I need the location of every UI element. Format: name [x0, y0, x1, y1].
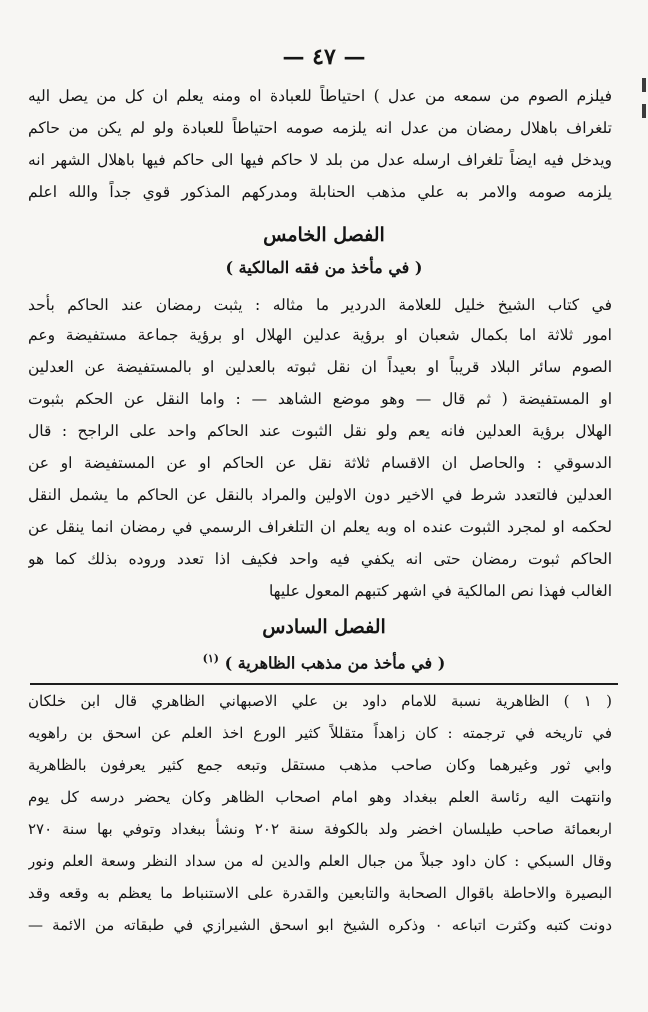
section-subtitle-text: ( في مأخذ من مذهب الظاهرية )	[224, 653, 446, 673]
footnote-line: في تاريخه في ترجمته : كان زاهداً متقللاً كثير الورع اخذ العلم عن اسحق بن راهويه	[28, 724, 612, 742]
text-line: لحكمه او لمجرد الثبوت عنده اه وبه يعلم ان التلغراف الرسمي في رمضان انما ينقل عن	[28, 518, 612, 536]
footnote-line: البصيرة والاحاطة باقوال الصحابة والتابعين والقدرة على الاستنباط ما يعظم به وقعه وقد	[28, 884, 612, 902]
section-title: الفصل الخامس	[263, 224, 385, 246]
margin-mark	[642, 78, 646, 92]
footnote-line: وقال السبكي : كان داود جبلاً من جبال العلم والدين له من سداد النظر وسعة العلم ونور	[28, 852, 612, 870]
text-line: تلغراف باهلال رمضان من عدل انه يلزمه صومه احتياطاً للعبادة ولو لم يكن من حاكم	[28, 119, 612, 137]
section-title: الفصل السادس	[262, 616, 386, 638]
text-line: ويدخل فيه ايضاً تلغراف ارسله عدل من بلد لا حاكم فيها الى حاكم فيها باهلال الشهر انه	[28, 151, 612, 169]
text-line: الدسوقي : والحاصل ان الاقسام ثلاثة نقل عن الحاكم او عن المستفيضة او عن	[28, 454, 612, 472]
text-line: الغالب فهذا نص المالكية في اشهر كتبهم المعول عليها	[268, 582, 612, 600]
text-line: او المستفيضة ( ثم قال — وهو موضع الشاهد — : واما النقل عن الحكم بثبوت	[28, 390, 612, 408]
page-number: — ٤٧ —	[282, 44, 366, 70]
footnote-line: وانتهت اليه رئاسة العلم ببغداد وهو امام اصحاب الظاهر وكان يحضر درسه كل يوم	[28, 788, 612, 806]
text-line: الصوم سائر البلاد قريباً او بعيداً ان نقل ثبوته بالعدلين او بالمستفيضة عن العدلين	[28, 358, 612, 376]
text-line: العدلين فالتعدد شرط في الاخير دون الاولين والمراد بالنقل عن الحاكم ما يشمل النقل	[28, 486, 612, 504]
text-line: امور ثلاثة اما بكمال شعبان او برؤية عدلين الهلال او برؤية جماعة مستفيضة وعم	[28, 326, 612, 344]
footnote-line: اربعمائة صاحب طيلسان اخضر ولد بالكوفة سنة ٢٠٢ ونشأ ببغداد وتوفي بها سنة ٢٧٠	[28, 820, 612, 838]
text-line: يلزمه صومه والامر به علي مذهب الحنابلة ومدركهم المذكور قوي جداً والله اعلم	[28, 183, 612, 201]
text-line: الحاكم ثبوت رمضان حتى انه يكفي فيه واحد فكيف اذا تعدد وروده بذلك كما هو	[28, 550, 612, 568]
section-subtitle: ( في مأخذ من فقه المالكية )	[225, 258, 423, 277]
footnote-marker: (١)	[202, 652, 219, 665]
section-subtitle	[0, 647, 648, 675]
footnote-separator	[30, 683, 618, 685]
text-line: الهلال برؤية العدلين فانه يعم ولو نقل الثبوت عند الحاكم واحد على الراجح : قال	[28, 422, 612, 440]
text-line: في كتاب الشيخ خليل للعلامة الدردير ما مثاله : يثبت رمضان عند الحاكم بأحد	[28, 296, 612, 314]
footnote-line: وابي ثور وغيرهما وكان صاحب مذهب مستقل وتبعه جمع كثير يعرفون بالظاهرية	[28, 756, 612, 774]
margin-mark	[642, 104, 646, 118]
text-line: فيلزم الصوم من سمعه من عدل ) احتياطاً للعبادة اه ومنه يعلم ان كل من يصل اليه	[28, 87, 612, 105]
footnote-line: ( ١ ) الظاهرية نسبة للامام داود بن علي الاصبهاني الظاهري قال ابن خلكان	[28, 692, 612, 710]
footnote-line: دونت كتبه وكثرت اتباعه ٠ وذكره الشيخ ابو اسحق الشيرازي في طبقاته من الائمة —	[28, 916, 612, 934]
